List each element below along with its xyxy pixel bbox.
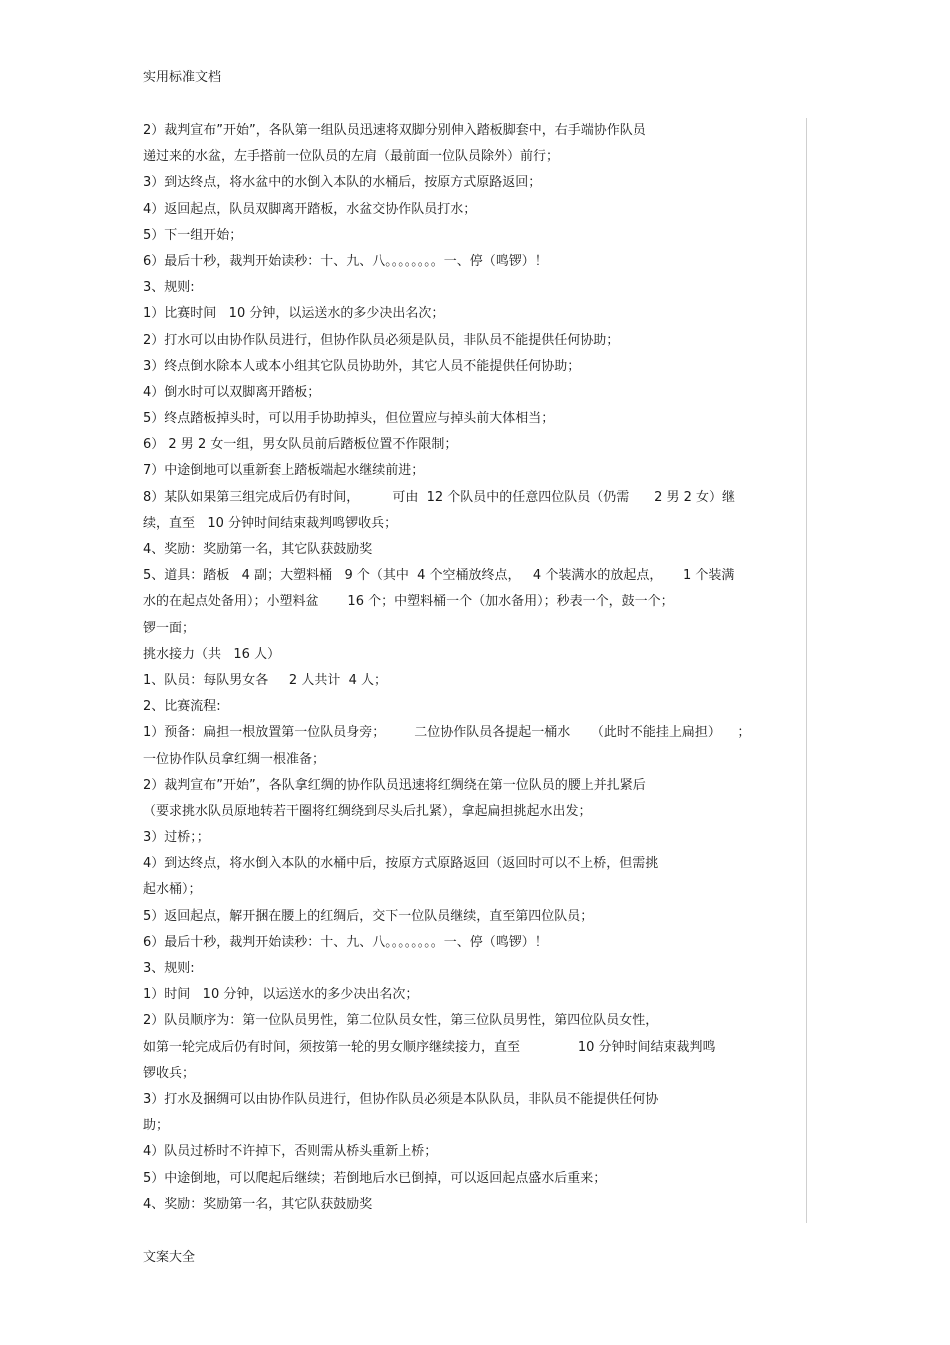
text-line: 锣一面； <box>143 620 196 636</box>
text-line: 4）返回起点，队员双脚离开踏板，水盆交协作队员打水； <box>143 201 477 217</box>
text-line: 助； <box>143 1118 170 1134</box>
text-line: 4）队员过桥时不许掉下，否则需从桥头重新上桥； <box>143 1144 438 1160</box>
text-line: 如第一轮完成后仍有时间，须按第一轮的男女顺序继续接力，直至 10 分钟时间结束裁判鸣 <box>143 1039 716 1055</box>
text-line: 1）比赛时间 10 分钟，以运送水的多少决出名次； <box>143 306 445 322</box>
text-line: 3、规则: <box>143 280 195 296</box>
text-line: 1、队员：每队男女各 2 人共计 4 人； <box>143 672 388 688</box>
text-line: 2）裁判宣布”开始”，各队第一组队员迅速将双脚分别伸入踏板脚套中，右手端协作队员 <box>143 123 646 138</box>
text-line: 3、规则: <box>143 961 195 976</box>
text-line: 7）中途倒地可以重新套上踏板端起水继续前进； <box>143 463 425 479</box>
text-line: 一位协作队员拿红绸一根准备； <box>143 751 326 767</box>
text-line: 3）打水及捆绸可以由协作队员进行，但协作队员必须是本队队员，非队员不能提供任何协 <box>143 1091 659 1107</box>
text-line: 锣收兵； <box>143 1065 196 1081</box>
text-line: 水的在起点处备用）；小塑料盆 16 个；中塑料桶一个（加水备用）；秒表一个，鼓一个； <box>143 594 674 610</box>
text-line: 续，直至 10 分钟时间结束裁判鸣锣收兵； <box>143 515 398 531</box>
text-line: 4、奖励：奖励第一名，其它队获鼓励奖 <box>143 542 373 557</box>
text-line: 5、道具：踏板 4 副；大塑料桶 9 个（其中 4 个空桶放终点， 4 个装满水的放起点， 1 个装满 <box>143 568 735 584</box>
text-line: 2）队员顺序为：第一位队员男性，第二位队员女性，第三位队员男性，第四位队员女性， <box>143 1013 659 1029</box>
text-line: 5）终点踏板掉头时，可以用手协助掉头，但位置应与掉头前大体相当； <box>143 411 555 427</box>
text-line: 4）到达终点，将水倒入本队的水桶中后，按原方式原路返回（返回时可以不上桥，但需挑 <box>143 856 659 872</box>
text-line: 8）某队如果第三组完成后仍有时间， 可由 12 个队员中的任意四位队员（仍需 2 男 2 女）继 <box>143 489 736 505</box>
text-line: 3）到达终点，将水盆中的水倒入本队的水桶后，按原方式原路返回； <box>143 175 542 191</box>
text-line: 起水桶）； <box>143 882 202 898</box>
text-line: 5）返回起点，解开捆在腰上的红绸后，交下一位队员继续，直至第四位队员； <box>143 908 594 924</box>
text-line: 4、奖励：奖励第一名，其它队获鼓励奖 <box>143 1196 373 1212</box>
text-line: （要求挑水队员原地转若干圈将红绸绕到尽头后扎紧），拿起扁担挑起水出发； <box>143 803 592 819</box>
text-line: 2）打水可以由协作队员进行，但协作队员必须是队员，非队员不能提供任何协助； <box>143 332 620 348</box>
text-line: 6）最后十秒，裁判开始读秒：十、九、八。。。。。。。。一、停（鸣锣）！ <box>143 934 548 950</box>
text-line: 3）终点倒水除本人或本小组其它队员协助外，其它人员不能提供任何协助； <box>143 358 581 374</box>
text-line: 挑水接力（共 16 人） <box>143 646 281 662</box>
text-line: 5）中途倒地，可以爬起后继续；若倒地后水已倒掉，可以返回起点盛水后重来； <box>143 1170 607 1186</box>
text-line: 1）时间 10 分钟，以运送水的多少决出名次； <box>143 987 419 1003</box>
page-footer: 文案大全 <box>143 1250 196 1265</box>
text-line: 3）过桥；； <box>143 830 210 846</box>
text-line: 4）倒水时可以双脚离开踏板； <box>143 384 321 400</box>
text-line: 递过来的水盆，左手搭前一位队员的左肩（最前面一位队员除外）前行； <box>143 149 560 165</box>
text-line: 6） 2 男 2 女一组，男女队员前后踏板位置不作限制； <box>143 437 458 453</box>
text-line: 6）最后十秒，裁判开始读秒：十、九、八。。。。。。。。一、停（鸣锣）！ <box>143 253 548 269</box>
text-line: 5）下一组开始； <box>143 227 243 243</box>
page-header: 实用标准文档 <box>143 70 222 85</box>
text-line: 2、比赛流程: <box>143 699 221 715</box>
text-line: 1）预备：扁担一根放置第一位队员身旁； 二位协作队员各提起一桶水 （此时不能挂上扁担） ； <box>143 725 751 741</box>
document-body <box>143 118 808 1218</box>
text-line: 2）裁判宣布”开始”，各队拿红绸的协作队员迅速将红绸绕在第一位队员的腰上并扎紧后 <box>143 777 646 793</box>
